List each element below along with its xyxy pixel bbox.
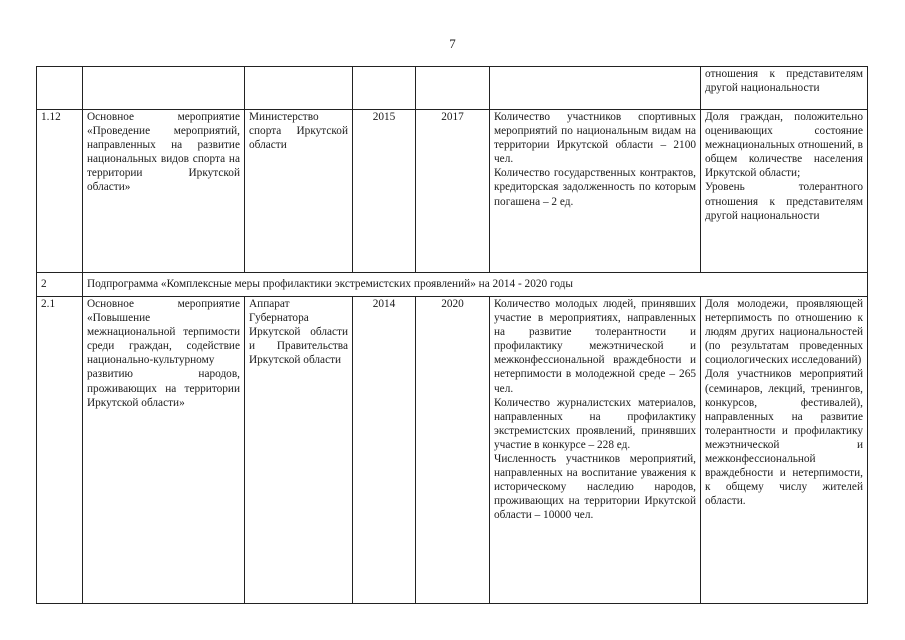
activity-text: Основное мероприятие «Проведение мероприятий, направленных на развитие национальных видов спорта на территории Иркутской области» [87,111,240,194]
cell-executor [245,110,353,273]
result-text: Уровень толерантного отношения к представителям другой национальности [705,181,863,222]
activity-text: Основное мероприятие «Повышение межнациональной терпимости среди граждан, содействие национально-культурному развитию народов, проживающих на территории Иркутской области» [87,298,240,409]
cell-indicators [490,110,701,273]
cell-results [701,297,868,604]
cell-results [701,67,868,110]
indicator-text: Численность участников мероприятий, направленных на воспитание уважения к историческому наследию народов, проживающих на территории Иркутской области – 10000 чел. [494,453,696,522]
table-row-continuation [37,67,868,110]
cell-year-end: 2017 [416,110,490,273]
table-row [37,110,868,273]
cell-activity [83,110,245,273]
result-text: Доля молодежи, проявляющей нетерпимость по отношению к людям других национальностей (по результатам проведенных социологических исследований) [705,298,863,367]
table-row [37,297,868,604]
indicator-text: Количество молодых людей, принявших участие в мероприятиях, направленных на развитие толерантности и профилактику межэтнической и межконфессиональной враждебности и нетерпимости в молодежной среде – 265 чел. [494,298,696,395]
cell-indicators [490,297,701,604]
executor-text: Аппарат Губернатора Иркутской области и Правительства Иркутской области [249,298,348,367]
program-activities-table [36,66,868,604]
result-text: Доля граждан, положительно оценивающих состояние межнациональных отношений, в общем количестве населения Иркутской области; [705,111,863,180]
cell-year-end [416,67,490,110]
indicator-text: Количество участников спортивных мероприятий по национальным видам на территории Иркутской области – 2100 чел. [494,111,696,166]
cell-num [37,67,83,110]
subprogram-title: Подпрограмма «Комплексные меры профилактики экстремистских проявлений» на 2014 - 2020 годы [83,273,868,297]
cell-activity [83,67,245,110]
cell-year-start [353,67,416,110]
cell-num: 2.1 [37,297,83,604]
executor-text: Министерство спорта Иркутской области [249,111,348,152]
cell-results [701,110,868,273]
indicator-text: Количество журналистских материалов, направленных на профилактику экстремистских проявлений, принявших участие в конкурсе – 228 ед. [494,396,696,451]
subprogram-row [37,273,868,297]
cell-year-start: 2014 [353,297,416,604]
cell-activity [83,297,245,604]
cell-executor [245,67,353,110]
result-text: отношения к представителям другой национальности [705,68,863,95]
cell-year-start: 2015 [353,110,416,273]
cell-num: 1.12 [37,110,83,273]
indicator-text: Количество государственных контрактов, кредиторская задолженность по которым погашена – 2 ед. [494,167,696,208]
cell-year-end: 2020 [416,297,490,604]
cell-num: 2 [37,273,83,297]
result-text: Доля участников мероприятий (семинаров, лекций, тренингов, конкурсов, фестивалей), направленных на развитие толерантности и профилактику межэтнической и межконфессиональной враждебности и нетерпимости, к общему числу жителей области. [705,368,863,508]
cell-executor [245,297,353,604]
page-number: 7 [449,36,456,51]
cell-indicators [490,67,701,110]
